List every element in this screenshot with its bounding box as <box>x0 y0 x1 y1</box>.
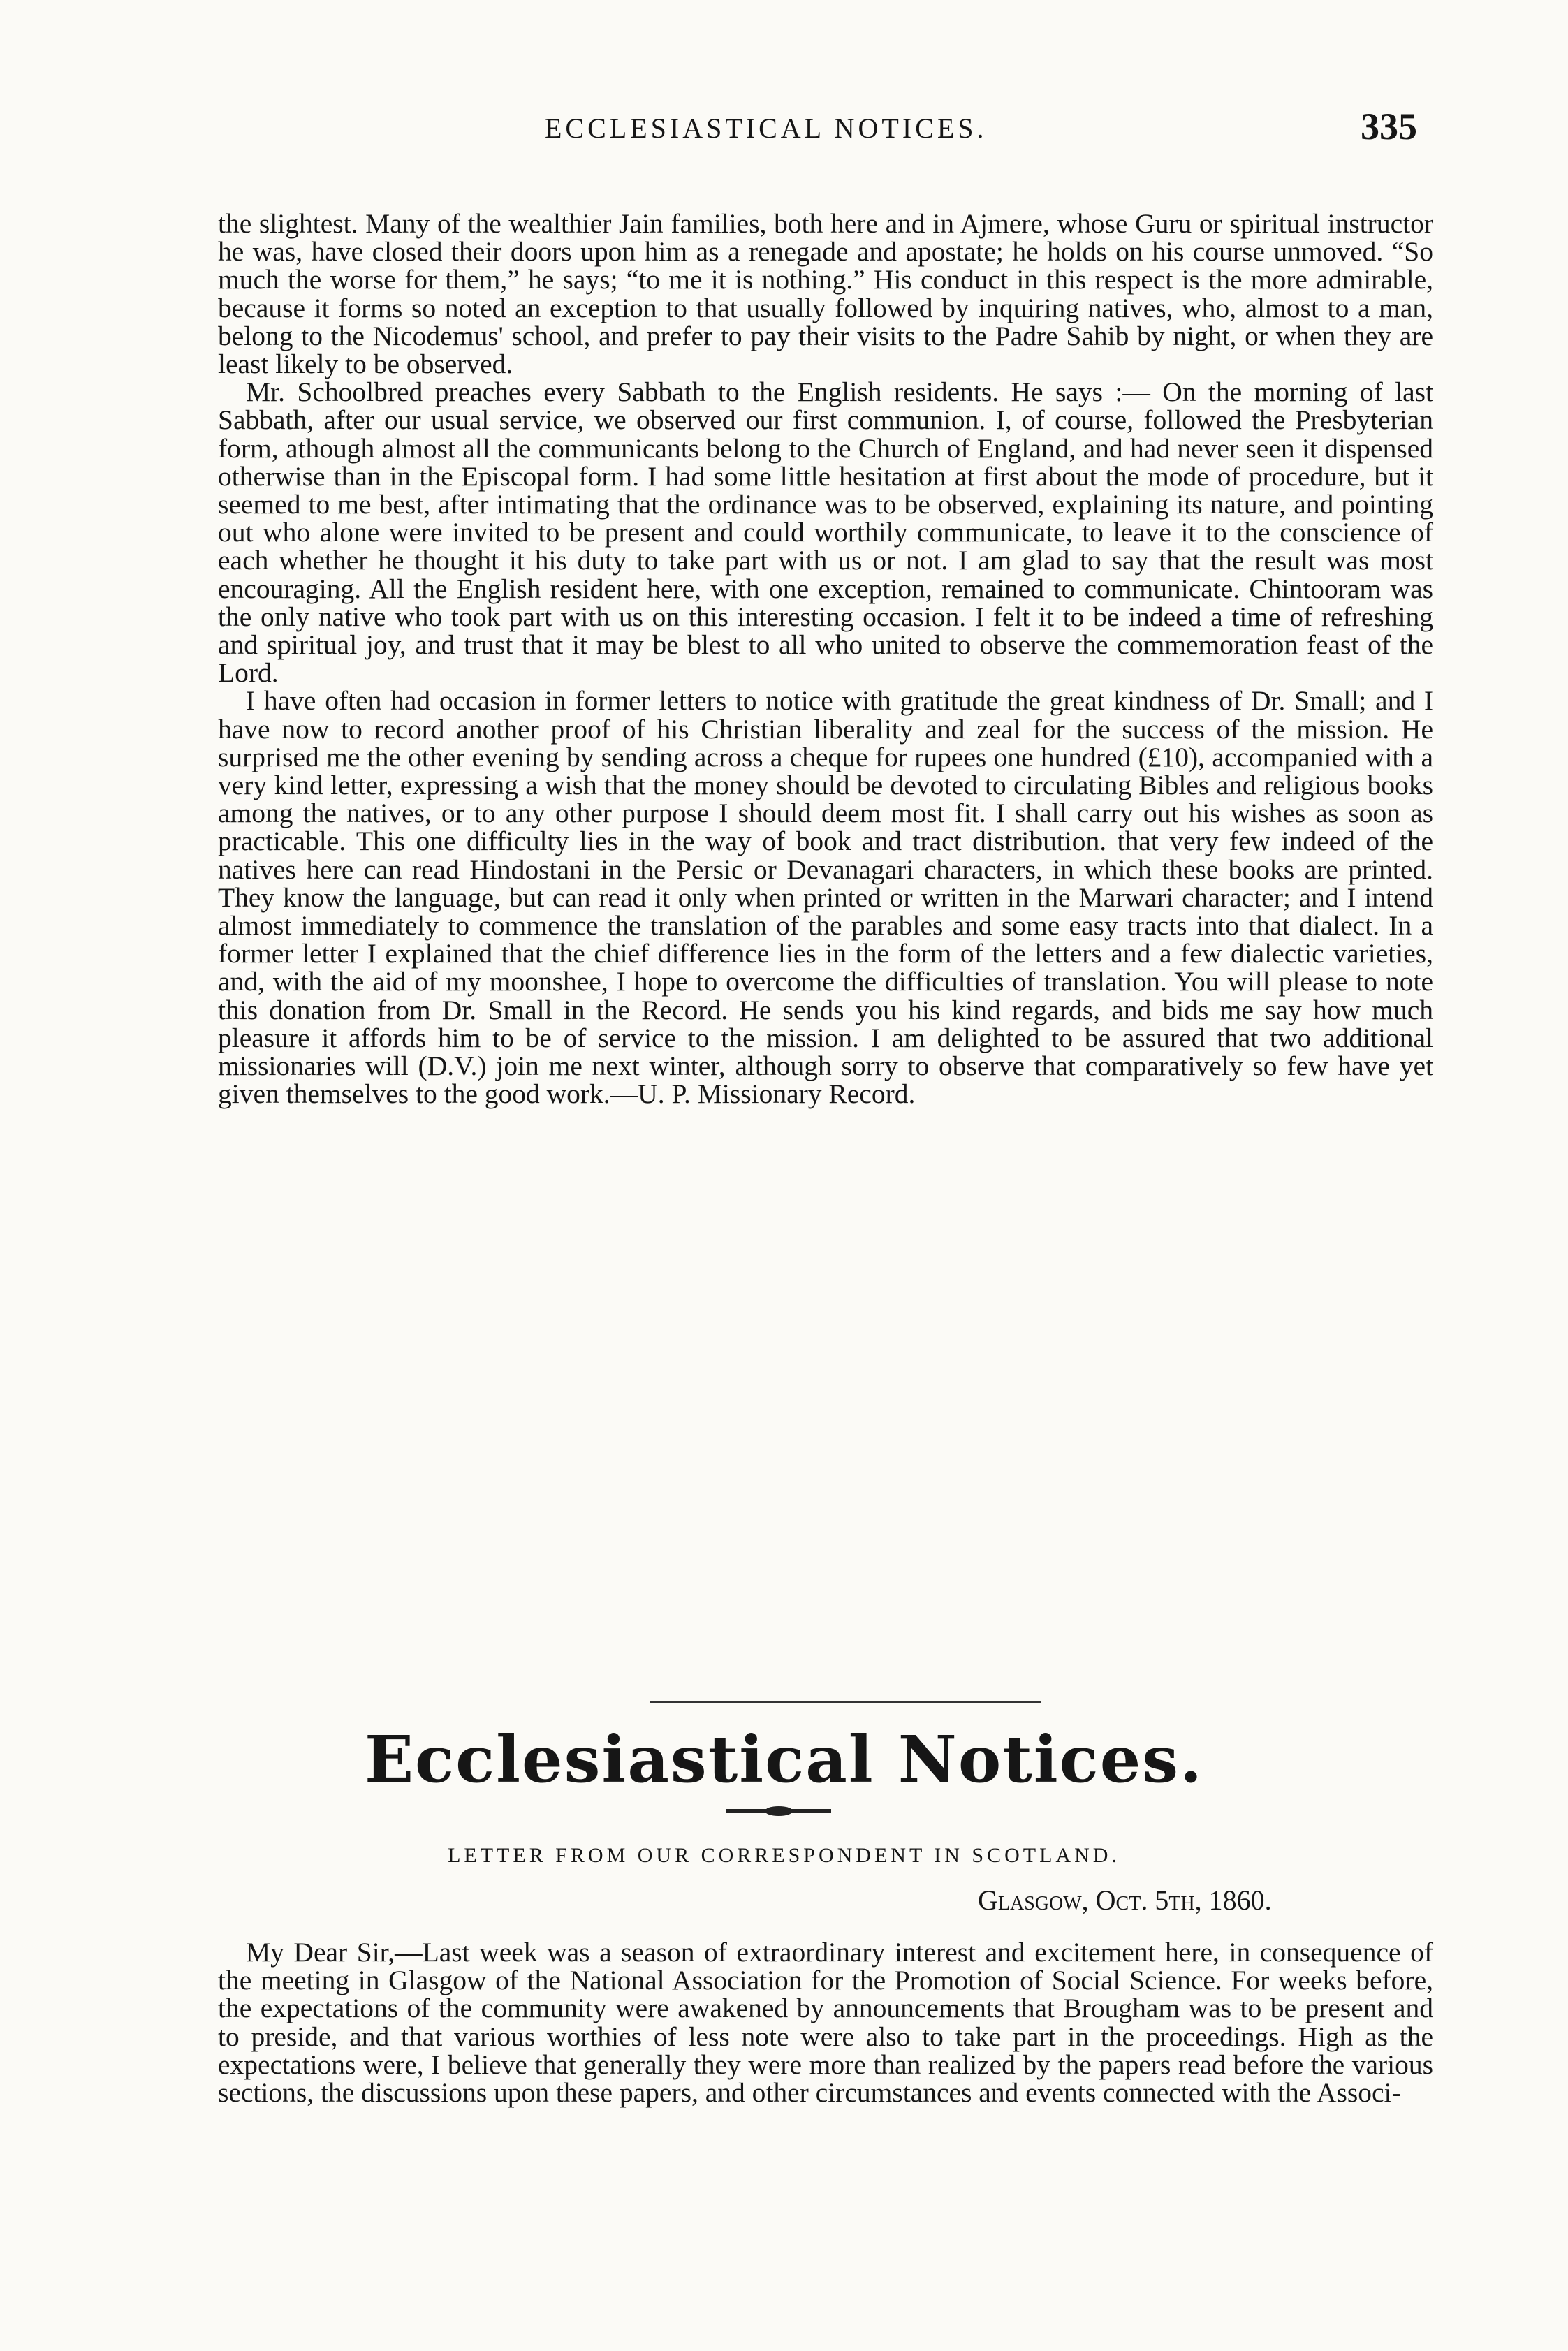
letter-paragraph-1: My Dear Sir,—Last week was a season of extraordinary interest and excitement here, in consequence of the meeting in Glasgow of the National Association for the Promotion of Social Science. For weeks before, the expectations of the community were awakened by announcements that Brougham was to be present and to preside, and that various worthies of less note were also to take part in the proceedings. High as the expectations were, I believe that generally they were more than realized by the papers read before the various sections, the discussions upon these papers, and other circumstances and events connected with the Associ- <box>218 1937 1433 2109</box>
divider-rule <box>650 1701 1041 1703</box>
running-head <box>0 105 1568 154</box>
letter-subheading: LETTER FROM OUR CORRESPONDENT IN SCOTLAND. <box>448 1844 1120 1867</box>
paragraph-1: the slightest. Many of the wealthier Jain families, both here and in Ajmere, whose Guru or spiritual instructor he was, have closed their doors upon him as a renegade and apostate; he holds on his course unmoved. “So much the worse for them,” he says; “to me it is nothing.” His conduct in this respect is the more admirable, because it forms so noted an exception to that usually followed by inquiring natives, who, almost to a man, belong to the Nicodemus' school, and prefer to pay their visits to the Padre Sahib by night, or when they are least likely to be observed. <box>218 208 1433 380</box>
heading-ornament <box>726 1809 831 1813</box>
letter-body <box>218 1938 1433 2107</box>
paragraph-3: I have often had occasion in former letters to notice with gratitude the great kindness of Dr. Small; and I have now to record another proof of his Christian liberality and zeal for the success of the mission. He surprised me the other evening by sending across a cheque for rupees one hundred (£10), accompanied with a very kind letter, expressing a wish that the money should be devoted to circulating Bibles and religious books among the natives, or to any other purpose I should deem most fit. I shall carry out his wishes as soon as practicable. This one difficulty lies in the way of book and tract distribution. that very few indeed of the natives here can read Hindostani in the Persic or Devanagari characters, in which these books are printed. They know the language, but can read it only when printed or written in the Marwari character; and I intend almost immediately to commence the translation of the parables and some easy tracts into that dialect. In a former letter I explained that the chief difference lies in the form of the letters and a few dialectic varieties, and, with the aid of my moonshee, I hope to overcome the difficulties of translation. You will please to note this donation from Dr. Small in the Record. He sends you his kind regards, and bids me say how much pleasure it affords him to be of service to the mission. I am delighted to be assured that two additional missionaries will (D.V.) join me next winter, although sorry to observe that comparatively so few have yet given themselves to the good work.—U. P. Missionary Record. <box>218 685 1433 1110</box>
paragraph-2: Mr. Schoolbred preaches every Sabbath to the English residents. He says :— On the morning of last Sabbath, after our usual service, we observed our first communion. I, of course, followed the Presbyterian form, athough almost all the communicants belong to the Church of England, and had never seen it dispensed otherwise than in the Episcopal form. I had some little hesitation at first about the mode of procedure, but it seemed to me best, after intimating that the ordinance was to be observed, explaining its nature, and pointing out who alone were invited to be present and could worthily communicate, to leave it to the conscience of each whether he thought it his duty to take part with us or not. I am glad to say that the result was most encouraging. All the English resident here, with one exception, remained to communicate. Chintooram was the only native who took part with us on this interesting occasion. I felt it to be indeed a time of refreshing and spiritual joy, and trust that it may be blest to all who united to observe the commemoration feast of the Lord. <box>218 376 1433 689</box>
section-divider <box>419 1699 1194 1706</box>
letter-dateline: Glasgow, Oct. 5th, 1860. <box>978 1884 1272 1916</box>
page-number: 335 <box>1361 105 1417 147</box>
running-title: ECCLESIASTICAL NOTICES. <box>545 112 988 144</box>
section-heading: Ecclesiastical Notices. <box>364 1722 1204 1797</box>
article-body <box>218 210 1433 1108</box>
